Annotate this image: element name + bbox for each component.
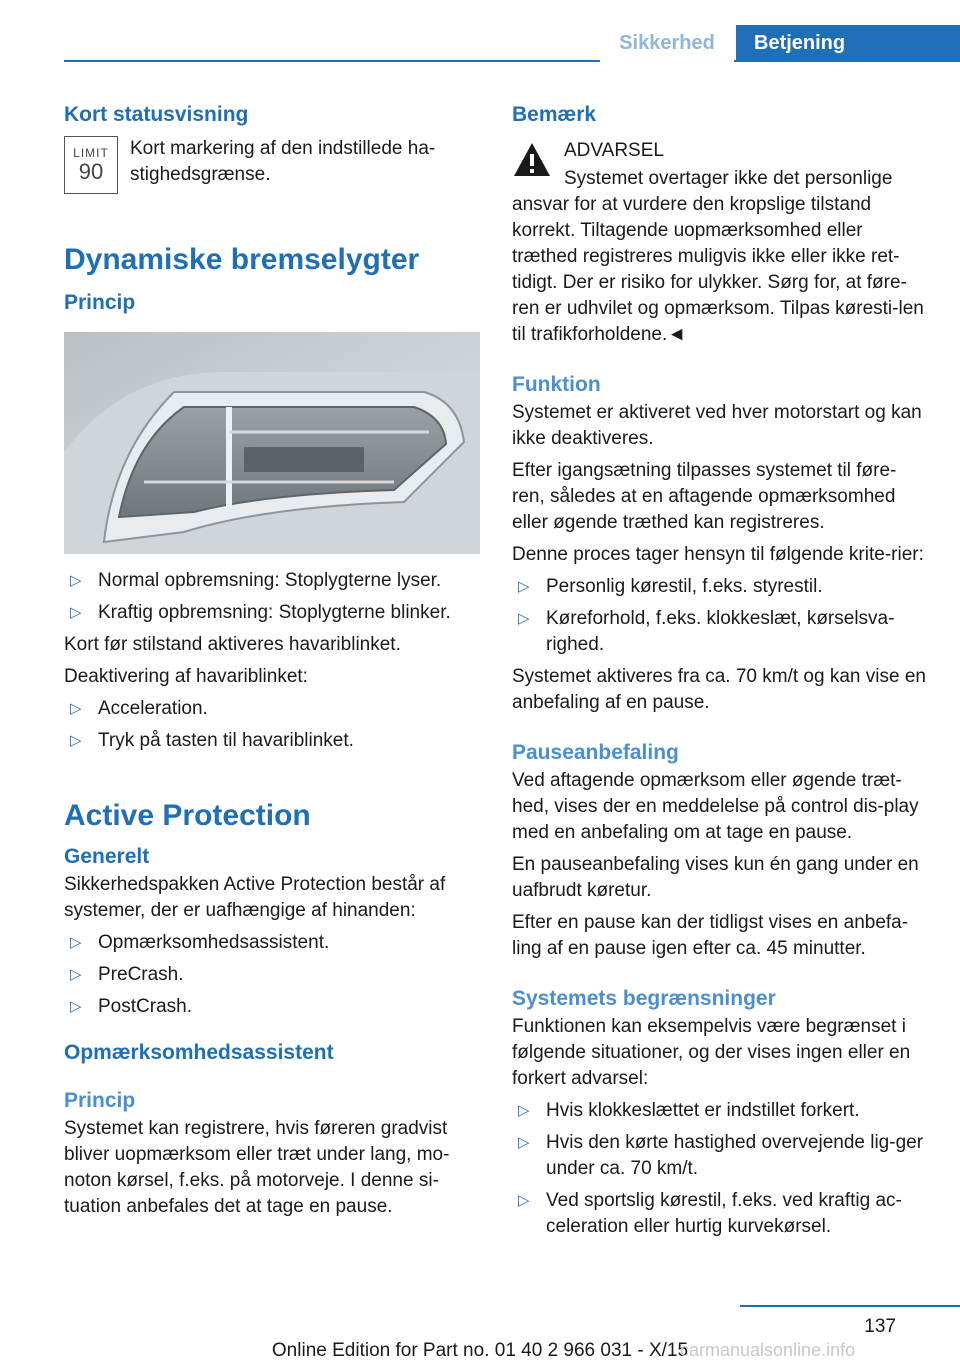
warning-triangle-icon	[512, 140, 552, 180]
left-column	[64, 100, 482, 1226]
list-item: ▷ Opmærksomhedsassistent.	[64, 930, 482, 956]
funktion-heading: Funktion	[512, 373, 601, 396]
list-item: ▷ Personlig kørestil, f.eks. styrestil.	[512, 574, 928, 600]
dynamiske-bremselygter-heading: Dynamiske bremselygter	[64, 243, 420, 276]
list-item: ▷ Hvis den kørte hastighed overvejende lig-ger under ca. 70 km/t.	[518, 1132, 924, 1179]
list-item: ▷ PostCrash.	[64, 994, 482, 1020]
pause-p3: Efter en pause kan der tidligst vises en anbefa-ling af en pause igen efter ca. 45 minutter.	[512, 912, 909, 959]
triangle-bullet-icon: ▷	[518, 578, 530, 595]
list-item: ▷ Tryk på tasten til havariblinket.	[64, 728, 482, 754]
opmaerksomhedsassistent-heading: Opmærksomhedsassistent	[64, 1041, 334, 1064]
bemaerk-heading: Bemærk	[512, 103, 597, 126]
funktion-p4: Systemet aktiveres fra ca. 70 km/t og kan vise en anbefaling af en pause.	[512, 666, 926, 713]
triangle-bullet-icon: ▷	[70, 732, 82, 749]
speed-limit-icon	[64, 136, 118, 194]
limit-sign-top: LIMIT	[73, 146, 109, 160]
deactivation-text: Deaktivering af havariblinket:	[64, 666, 308, 687]
tab-betjening[interactable]: Betjening	[736, 25, 960, 62]
triangle-bullet-icon: ▷	[518, 1192, 530, 1209]
list-item: ▷ Normal opbremsning: Stoplygterne lyser.	[64, 568, 482, 594]
system-list	[64, 930, 482, 1020]
triangle-bullet-icon: ▷	[70, 572, 82, 589]
advarsel-label: ADVARSEL	[564, 140, 664, 161]
pause-p1: Ved aftagende opmærksom eller øgende træt-hed, vises der en meddelelse på control dis-play med en anbefaling om at tage en pause.	[512, 770, 919, 843]
funktion-p1: Systemet er aktiveret ved hver motorstart og kan ikke deaktiveres.	[512, 402, 922, 449]
list-item: ▷ Ved sportslig kørestil, f.eks. ved kraftig ac-celeration eller hurtig kurvekørsel.	[518, 1190, 902, 1237]
funktion-p3: Denne proces tager hensyn til følgende krite-rier:	[512, 544, 924, 565]
watermark: carmanualsonline.info	[680, 1340, 856, 1360]
page-number: 137	[864, 1316, 896, 1337]
footer-rule	[740, 1305, 960, 1307]
generelt-heading: Generelt	[64, 845, 150, 868]
brake-list	[64, 568, 482, 626]
active-protection-heading: Active Protection	[64, 799, 311, 832]
right-column	[512, 100, 928, 1246]
triangle-bullet-icon: ▷	[70, 700, 82, 717]
limit-text: Kort markering af den indstillede ha-stighedsgrænse.	[130, 138, 436, 185]
princip-subheading: Princip	[64, 1089, 136, 1112]
triangle-bullet-icon: ▷	[70, 934, 82, 951]
triangle-bullet-icon: ▷	[518, 1134, 530, 1151]
list-item: ▷ Køreforhold, f.eks. klokkeslæt, kørselsva-righed.	[518, 608, 895, 655]
princip-text: Systemet kan registrere, hvis føreren gradvist bliver uopmærksom eller træt under lang, mo-noton kørsel, f.eks. på motorveje. I denne si-tuation anbefales det at tage en pause.	[64, 1118, 450, 1217]
triangle-bullet-icon: ▷	[518, 610, 530, 627]
generelt-text: Sikkerhedspakken Active Protection består af systemer, der er uafhængige af hinanden:	[64, 874, 446, 921]
triangle-bullet-icon: ▷	[70, 998, 82, 1015]
limits-list	[512, 1098, 928, 1240]
limit-row	[64, 136, 482, 194]
pauseanbefaling-heading: Pauseanbefaling	[512, 741, 679, 764]
deactivation-list	[64, 696, 482, 754]
tab-sikkerhed[interactable]: Sikkerhed	[600, 25, 734, 62]
limits-text: Funktionen kan eksempelvis være begrænset i følgende situationer, og der vises ingen eller en forkert advarsel:	[512, 1016, 911, 1089]
list-item: ▷ PreCrash.	[64, 962, 482, 988]
brake-light-illustration	[64, 332, 480, 554]
kort-statusvisning-heading: Kort statusvisning	[64, 103, 249, 126]
hazard-text: Kort før stilstand aktiveres havariblinket.	[64, 634, 401, 655]
funktion-p2: Efter igangsætning tilpasses systemet til føre-ren, således at en aftagende opmærksomhed eller øgende træthed kan registreres.	[512, 460, 897, 533]
limit-sign-value: 90	[78, 159, 104, 184]
triangle-bullet-icon: ▷	[518, 1102, 530, 1119]
edition-text: Online Edition for Part no. 01 40 2 966 031 - X/15	[271, 1340, 689, 1361]
triangle-bullet-icon: ▷	[70, 604, 82, 621]
advarsel-text: Systemet overtager ikke det personlige ansvar for at vurdere den kropslige tilstand korrekt. Tiltagende uopmærksomhed eller træthed registreres muligvis ikke eller ikke ret-tidigt. Der er risiko for ulykker. Sørg for, at føre-ren er udhvilet og opmærksom. Tilpas køresti-len til trafikforholdene.◄	[512, 168, 924, 345]
princip-heading: Princip	[64, 291, 136, 314]
list-item: ▷ Hvis klokkeslættet er indstillet forkert.	[512, 1098, 928, 1124]
begraensninger-heading: Systemets begrænsninger	[512, 987, 776, 1010]
list-item: ▷ Kraftig opbremsning: Stoplygterne blinker.	[64, 600, 482, 626]
criteria-list	[512, 574, 928, 658]
list-item: ▷ Acceleration.	[64, 696, 482, 722]
triangle-bullet-icon: ▷	[70, 966, 82, 983]
pause-p2: En pauseanbefaling vises kun én gang under en uafbrudt køretur.	[512, 854, 919, 901]
